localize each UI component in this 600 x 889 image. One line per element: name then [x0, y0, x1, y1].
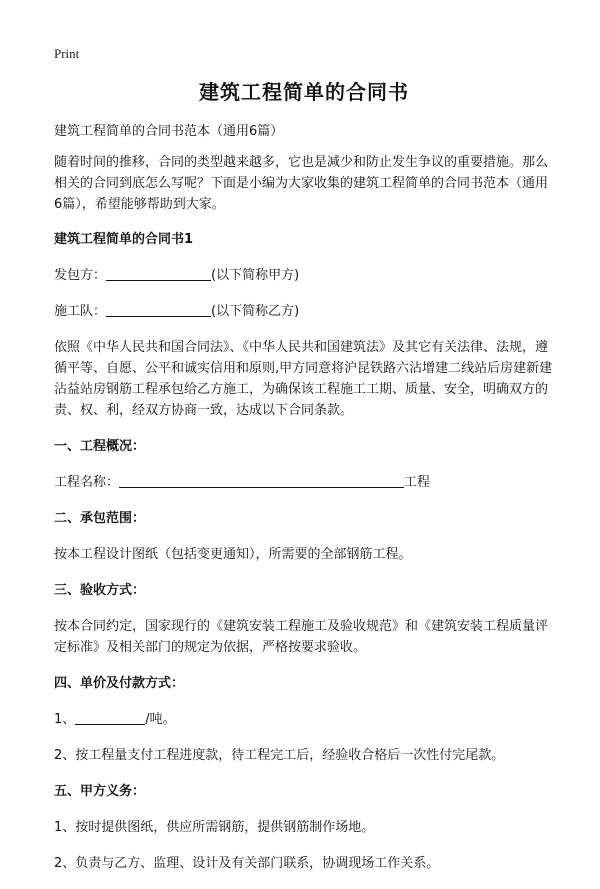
intro-paragraph: 随着时间的推移，合同的类型越来越多，它也是减少和防止发生争议的重要措施。那么相关的合同到底怎么写呢？下面是小编为大家收集的建筑工程简单的合同书范本（通用6篇），希望能够帮助到大家。: [54, 155, 549, 212]
unit-price-blank: [75, 710, 145, 725]
project-name-suffix: 工程: [404, 475, 431, 490]
party-a-line: [54, 265, 554, 286]
party-a-suffix: (以下简称甲方): [211, 268, 300, 283]
section-scope-heading: 二、承包范围：: [54, 511, 146, 526]
party-b-line: [54, 301, 554, 322]
project-name-line: [54, 472, 554, 493]
project-name-blank: [119, 473, 404, 488]
obligation-item-1: 1、按时提供图纸，供应所需钢筋，提供钢筋制作场地。: [54, 820, 375, 835]
payment-item-1-suffix: /吨。: [145, 712, 176, 727]
party-a-blank: [106, 266, 211, 281]
print-link[interactable]: Print: [54, 46, 80, 61]
party-b-suffix: (以下简称乙方): [211, 304, 300, 319]
section-payment-heading: 四、单价及付款方式：: [54, 676, 185, 691]
party-b-label: 施工队：: [54, 304, 107, 319]
obligation-item-2: 2、负责与乙方、监理、设计及有关部门联系，协调现场工作关系。: [54, 856, 440, 871]
preamble-paragraph: 依照《中华人民共和国合同法》、《中华人民共和国建筑法》及其它有关法律、法规，遵循平等、自愿、公平和诚实信用和原则,甲方同意将沪昆铁路六沾增建二线站后房建新建沾益站房钢筋工程承包给乙方施工，为确保该工程施工工期、质量、安全，明确双方的责、权、利，经双方协商一致，达成以下合同条款。: [54, 340, 553, 418]
document-subtitle: 建筑工程简单的合同书范本（通用6篇）: [54, 124, 284, 139]
contract-heading: 建筑工程简单的合同书1: [54, 232, 194, 247]
section-scope-text: 按本工程设计图纸（包括变更通知），所需要的全部钢筋工程。: [54, 547, 412, 562]
party-a-label: 发包方：: [54, 268, 107, 283]
payment-item-2: 2、按工程量支付工程进度款，待工程完工后，经验收合格后一次性付完尾款。: [54, 748, 505, 763]
section-acceptance-text: 按本合同约定，国家现行的《建筑安装工程施工及验收规范》和《建筑安装工程质量评定标准》及相关部门的规定为依据，严格按要求验收。: [54, 619, 549, 655]
section-obligations-heading: 五、甲方义务：: [54, 784, 146, 799]
document-title: 建筑工程简单的合同书: [199, 80, 409, 104]
payment-item-1: [54, 709, 554, 730]
party-b-blank: [106, 302, 211, 317]
section-overview-heading: 一、工程概况：: [54, 439, 146, 454]
project-name-label: 工程名称：: [54, 475, 120, 490]
section-acceptance-heading: 三、验收方式：: [54, 583, 146, 598]
payment-item-1-prefix: 1、: [54, 712, 76, 727]
document-body: [54, 76, 554, 889]
